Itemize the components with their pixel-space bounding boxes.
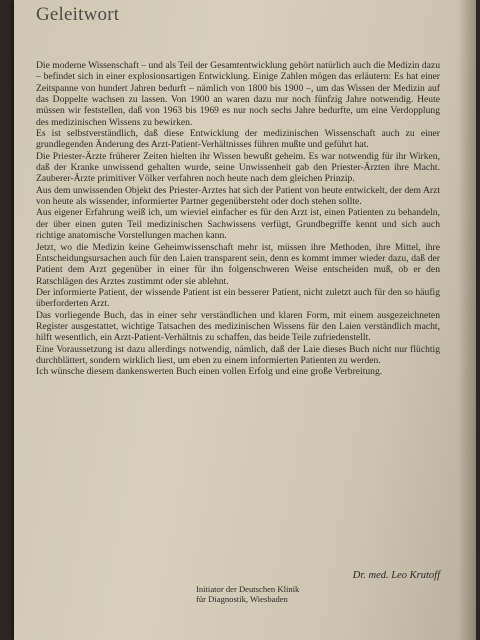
paragraph-4: Aus dem unwissenden Objekt des Priester-Arztes hat sich der Patient von heute entwickelt, der dem Arzt von heute als wissender, informierter Partner gegenübersteht oder doch stehen sollte. [36, 184, 440, 208]
paragraph-5: Aus eigener Erfahrung weiß ich, um wieviel einfacher es für den Arzt ist, einen Patienten zu behandeln, der über einen guten Teil medizinischen Sachwissens verfügt, Grundbegriffe kennt und sich auch richtige anatomische Vorstellungen machen kann. [36, 207, 440, 242]
book-page [14, 0, 476, 640]
affiliation-line-1: Initiator der Deutschen Klinik [196, 584, 300, 594]
affiliation-line-2: für Diagnostik, Wiesbaden [196, 594, 288, 604]
page-title: Geleitwort [36, 4, 120, 25]
foreword-body [36, 60, 440, 378]
signature-name: Dr. med. Leo Krutoff [352, 570, 440, 581]
paragraph-9: Eine Voraussetzung ist dazu allerdings notwendig, nämlich, daß der Laie dieses Buch nicht nur flüchtig durchblättert, sondern wirklich liest, um eben zu einem informierten Patienten zu werden. [36, 343, 440, 366]
signature-affiliation [196, 584, 436, 604]
paragraph-7: Der informierte Patient, der wissende Patient ist ein besserer Patient, nicht zuletzt auch für den so häufig überforderten Arzt. [36, 286, 440, 310]
paragraph-8: Das vorliegende Buch, das in einer sehr verständlichen und klaren Form, mit einem ausgezeichneten Register ausgestattet, wichtige Tatsachen des medizinischen Wissens für den Laien verständlich macht, hilft wesentlich, ein Arzt-Patient-Verhältnis zu schaffen, das beide Teile zufriedenstellt. [36, 309, 440, 344]
paragraph-10: Ich wünsche diesem dankenswerten Buch einen vollen Erfolg und eine große Verbreitung. [36, 366, 383, 378]
paragraph-3: Die Priester-Ärzte früherer Zeiten hielten ihr Wissen bewußt geheim. Es war notwendig für ihr Wirken, daß der Kranke unwissend gehalten wurde, seine Unwissenheit gab den Priester-Ärzten ihre Macht. Zauberer-Ärzte primitiver Völker verfahren noch heute nach dem gleichen Prinzip. [36, 150, 440, 185]
paragraph-2: Es ist selbstverständlich, daß diese Entwicklung der medizinischen Wissenschaft auch zu einer grundlegenden Änderung des Arzt-Patient-Verhältnisses führen mußte und geführt hat. [36, 128, 440, 151]
paragraph-6: Jetzt, wo die Medizin keine Geheimwissenschaft mehr ist, müssen ihre Methoden, ihre Mittel, ihre Entscheidungsursachen auch für den Laien transparent sein, denn es kommt immer wieder dazu, daß der Patient dem Arzt gegenüber in einer für ihn folgenschweren Weise entscheiden muß, ob er den Ratschlägen des Arztes zustimmt oder sie ablehnt. [36, 241, 440, 287]
paragraph-1: Die moderne Wissenschaft – und als Teil der Gesamtentwicklung gehört natürlich auch die Medizin dazu – befindet sich in einer explosionsartigen Entwicklung. Einige Zahlen mögen das erläutern: Es hat einer Zeitspanne von hundert Jahren bedurft – nämlich von 1800 bis 1900 –, um das Wissen der Medizin auf das Doppelte wachsen zu lassen. Von 1900 an waren dazu nur noch fünfzig Jahre notwendig. Heute müssen wir feststellen, daß von 1963 bis 1969 es nur noch sechs Jahre bedurfte, um eine Verdopplung des medizinischen Wissens zu bewirken. [36, 60, 440, 128]
